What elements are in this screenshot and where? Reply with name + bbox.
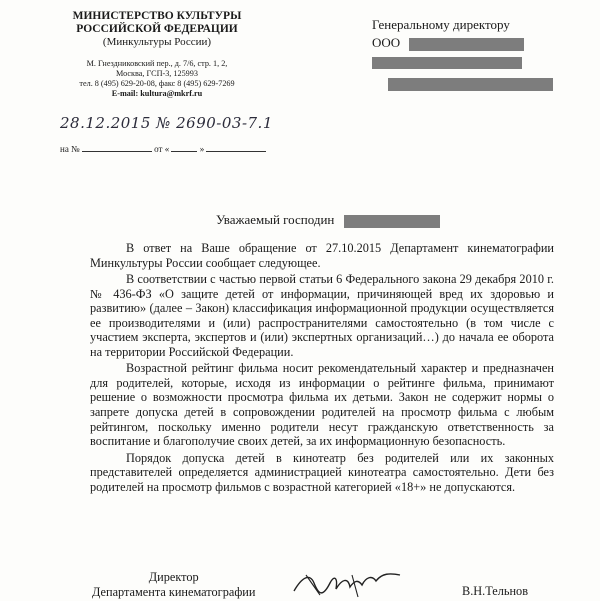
ministry-name-line1: МИНИСТЕРСТВО КУЛЬТУРЫ (72, 10, 242, 22)
ref-number-label: на № (60, 144, 80, 154)
reference-line (60, 142, 266, 154)
signatory-name: В.Н.Тельнов (462, 584, 529, 598)
address-line2: Москва, ГСП-3, 125993 (116, 69, 198, 78)
outgoing-date-number: 28.12.2015 № 2690-03-7.1 (60, 114, 273, 132)
salutation (216, 212, 440, 228)
ref-date-year-blank (206, 142, 266, 152)
signatory-title-line2: Департамента кинематографии (92, 585, 256, 599)
email: E-mail: kultura@mkrf.ru (111, 89, 203, 98)
addressee-company (372, 34, 524, 52)
ministry-address (62, 59, 252, 99)
addressee-title: Генеральному директору (372, 17, 510, 32)
ref-date-label: от « (154, 144, 170, 154)
redacted-name-block (372, 57, 522, 69)
paragraph-3: Возрастной рейтинг фильма носит рекомендательный характер и предназначен для родителей, которые, исходя из информации о рейтинге фильма, принимают решение о возможности просмотра фильма их детьми. Закон не содержит нормы о запрете допуска детей в сопровождении родителей на просмотр фильма с любым рейтингом, поскольку именно родители несут гражданскую ответственность за воспитание и благополучие своих детей, за их информационную безопасность. (90, 361, 554, 449)
paragraph-1: В ответ на Ваше обращение от 27.10.2015 Департамент кинематографии Минкультуры России сообщает следующее. (90, 241, 554, 270)
addressee (372, 16, 524, 52)
letter-body (90, 241, 554, 496)
letterhead (62, 10, 252, 99)
ref-date-close: » (199, 144, 205, 154)
phone-fax: тел. 8 (495) 629-20-08, факс 8 (495) 629-7269 (79, 79, 235, 88)
ref-date-day-blank (171, 142, 197, 152)
paragraph-2: В соответствии с частью первой статьи 6 Федерального закона 29 декабря 2010 г. № 436-ФЗ «О защите детей от информации, причиняющей вред их здоровью и развитию» (далее – Закон) классификация информационной продукции осуществляется ее производителями и (или) распространителями самостоятельно (в том числе с участием эксперта, экспертов и (или) экспертных организаций…) до начала ее оборота на территории Российской Федерации. (90, 272, 554, 359)
signatory-title (92, 570, 255, 600)
company-prefix: ООО (372, 35, 401, 50)
ministry-name-line2: РОССИЙСКОЙ ФЕДЕРАЦИИ (76, 23, 238, 35)
handwritten-signature (292, 569, 404, 601)
redacted-address-block (388, 78, 553, 91)
salutation-text: Уважаемый господин (216, 212, 335, 227)
address-line1: М. Гнездниковский пер., д. 7/6, стр. 1, 2, (86, 59, 228, 68)
redacted-company-name (409, 38, 524, 51)
paragraph-4: Порядок допуска детей в кинотеатр без родителей или их законных представителей определяется администрацией кинотеатра самостоятельно. Дети без родителей на просмотр фильмов с возрастной категорией «18+» не допускаются. (90, 450, 554, 494)
ref-number-blank (82, 142, 152, 152)
signatory-title-line1: Директор (148, 570, 199, 584)
ministry-abbreviation: (Минкультуры России) (102, 36, 212, 48)
redacted-recipient-name (344, 215, 440, 228)
